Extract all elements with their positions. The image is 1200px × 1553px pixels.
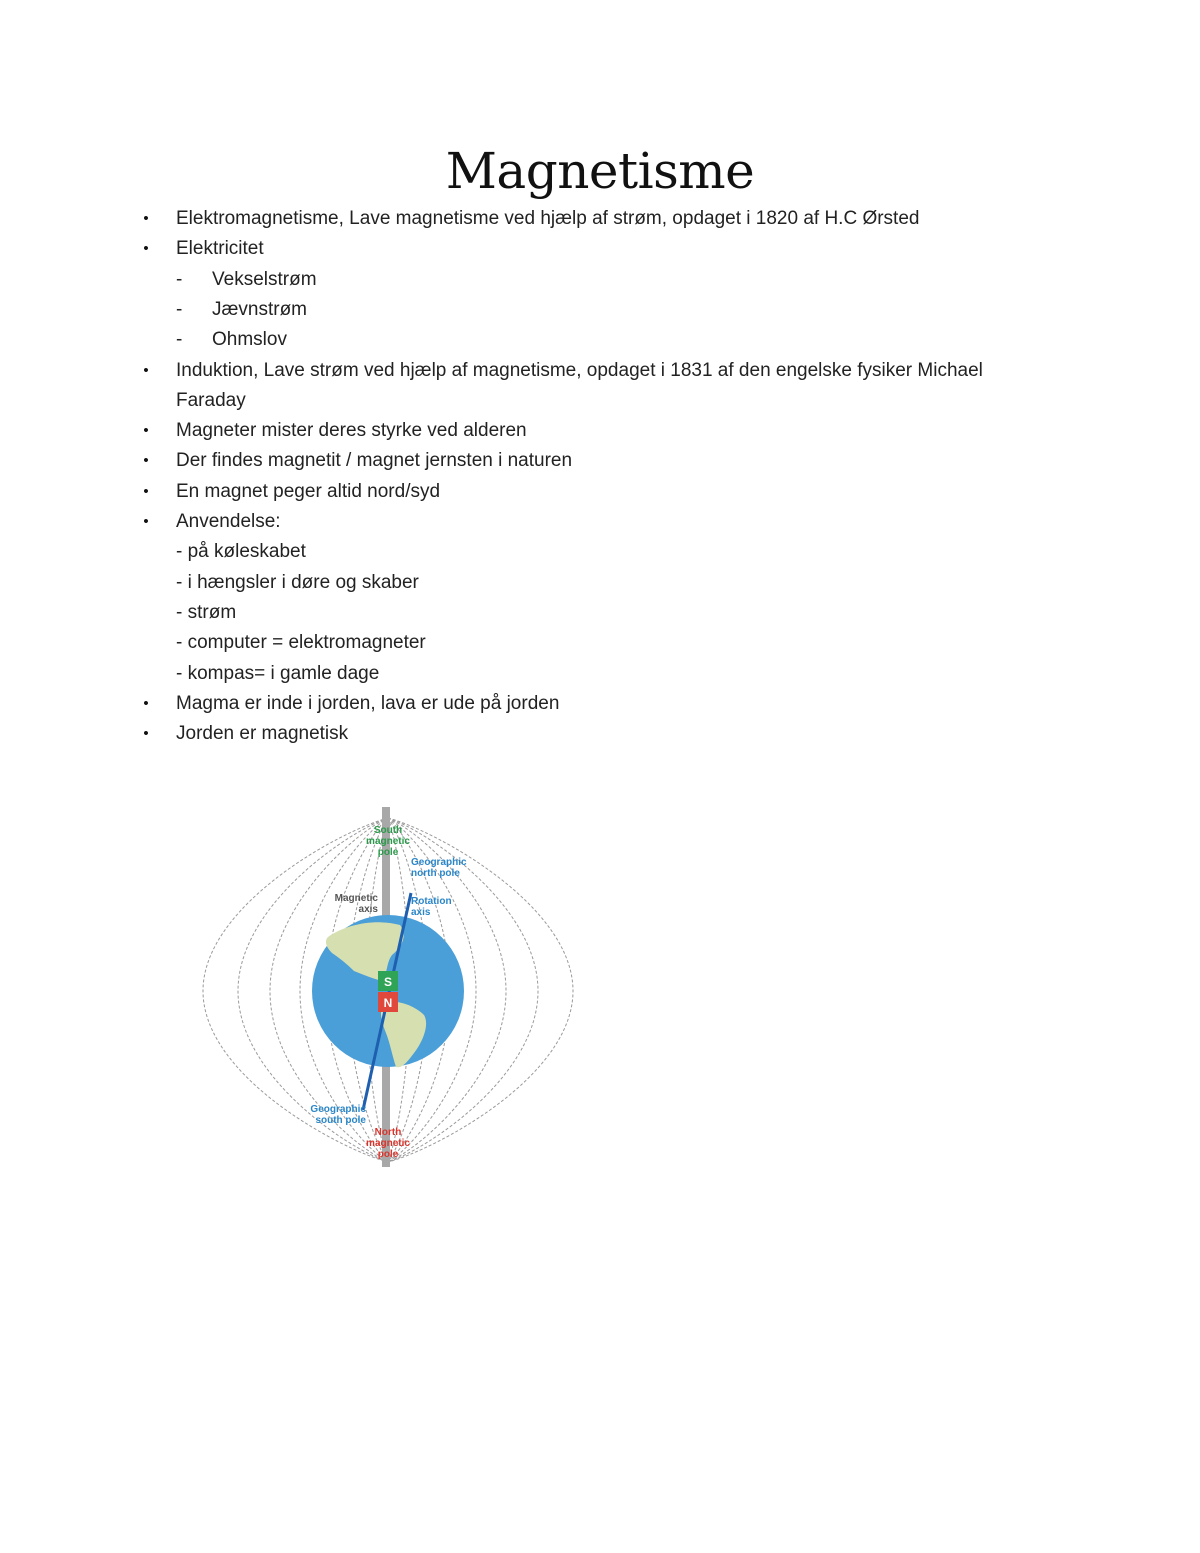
item-text: Anvendelse: [176,511,281,532]
item-text: Magneter mister deres styrke ved alderen [176,420,527,441]
item-text: Faraday [176,390,246,411]
item-text: Ohmslov [212,329,287,350]
item-text: - i hængsler i døre og skaber [176,572,419,593]
item-text: Elektricitet [176,238,264,259]
bullet-icon: • [143,452,149,469]
figure-label-line: Magnetic [334,893,378,904]
figure-label-line: pole [377,847,399,858]
bullet-icon: • [143,695,149,712]
bullet-icon: • [143,725,149,742]
item-text: Induktion, Lave strøm ved hjælp af magnetisme, opdaget i 1831 af den engelske fysiker Michael [176,360,983,381]
figure-label-line: North [374,1127,402,1138]
item-text: - computer = elektromagneter [176,632,426,653]
bullet-icon: • [143,483,149,500]
figure-label-line: Rotation [411,896,452,907]
dash-marker: - [176,269,183,290]
figure-label-line: axis [411,907,431,918]
item-text: - på køleskabet [176,541,306,562]
page-title: Magnetisme [445,142,755,200]
geographic-north-pole-label [411,857,467,879]
item-text: Der findes magnetit / magnet jernsten i naturen [176,450,573,471]
south-magnetic-pole-label [366,825,410,858]
item-text: En magnet peger altid nord/syd [176,481,441,502]
figure-label-line: south pole [315,1115,366,1126]
figure-label-line: South [373,825,403,836]
earth-magnetic-field-diagram [178,785,598,1200]
dash-marker: - [176,329,183,350]
bullet-icon: • [143,210,149,227]
item-text: Jævnstrøm [212,299,307,320]
bullet-icon: • [143,422,149,439]
item-text: - strøm [176,602,237,623]
magnet-n-label: N [383,996,393,1010]
item-text: Jorden er magnetisk [176,723,349,744]
figure-label-line: magnetic [366,1138,410,1149]
item-text: Vekselstrøm [212,269,317,290]
geographic-south-pole-label [310,1104,366,1126]
rotation-axis-label [411,896,452,918]
figure-label-line: axis [358,904,378,915]
figure-label-line: north pole [411,868,460,879]
item-text: - kompas= i gamle dage [176,663,380,684]
magnet-s-label: S [383,975,393,989]
bullet-icon: • [143,240,149,257]
item-text: Elektromagnetisme, Lave magnetisme ved hjælp af strøm, opdaget i 1820 af H.C Ørsted [176,208,920,229]
figure-label-line: Geographic [411,857,467,868]
figure-label-line: Geographic [310,1104,366,1115]
figure-label-line: magnetic [366,836,410,847]
bullet-icon: • [143,362,149,379]
dash-marker: - [176,299,183,320]
magnetic-axis-label [335,893,379,915]
figure-label-line: pole [377,1149,399,1160]
bullet-icon: • [143,513,149,530]
item-text: Magma er inde i jorden, lava er ude på jorden [176,693,560,714]
